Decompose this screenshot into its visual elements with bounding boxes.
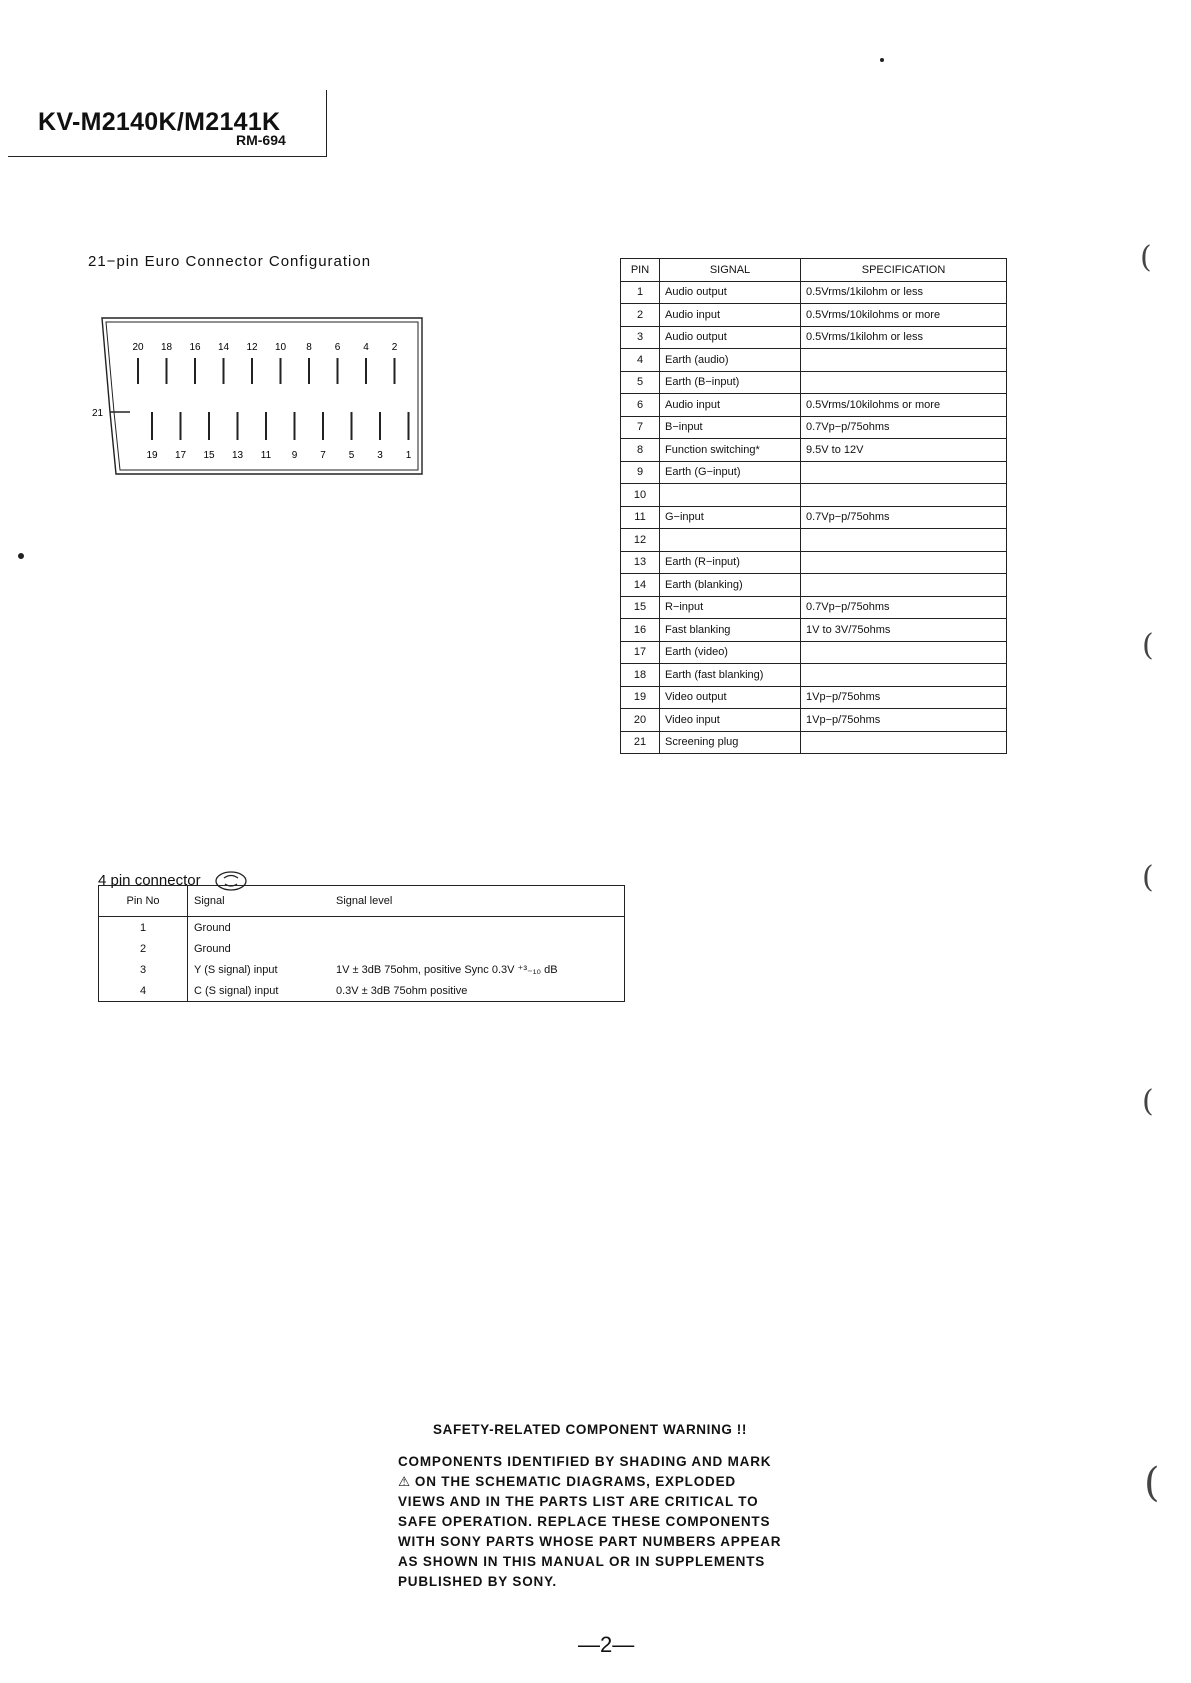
signal-level-cell <box>330 917 625 939</box>
top-pin-row <box>132 342 397 384</box>
pin-label-15: 15 <box>203 450 215 461</box>
spec-cell: 1V to 3V/75ohms <box>801 619 1007 642</box>
bottom-pin-row <box>146 412 411 461</box>
pin-cell: 12 <box>621 529 660 552</box>
pin-label-11: 11 <box>260 450 272 461</box>
spec-row <box>621 439 1007 462</box>
warning-line: SAFE OPERATION. REPLACE THESE COMPONENTS <box>398 1514 771 1529</box>
spec-row <box>621 641 1007 664</box>
four-pin-title-text: 4 pin connector <box>98 871 201 889</box>
pin-label-8: 8 <box>306 342 312 353</box>
spec-cell <box>801 731 1007 754</box>
pin-cell: 19 <box>621 686 660 709</box>
binder-mark: ( <box>1144 1460 1160 1506</box>
warning-line-text: ON THE SCHEMATIC DIAGRAMS, EXPLODED <box>414 1474 736 1489</box>
signal-cell: Audio input <box>660 304 801 327</box>
warning-title: SAFETY-RELATED COMPONENT WARNING !! <box>433 1422 747 1437</box>
spec-cell <box>801 349 1007 372</box>
warning-line: AS SHOWN IN THIS MANUAL OR IN SUPPLEMENTS <box>398 1554 766 1569</box>
spec-cell <box>801 574 1007 597</box>
pin-label-10: 10 <box>274 342 287 353</box>
signal-cell: Earth (G−input) <box>660 461 801 484</box>
signal-cell: Fast blanking <box>660 619 801 642</box>
spec-cell: 9.5V to 12V <box>801 439 1007 462</box>
signal-cell: Audio output <box>660 326 801 349</box>
four-pin-row <box>99 917 625 939</box>
pin-label-20: 20 <box>132 342 144 353</box>
pin-cell: 7 <box>621 416 660 439</box>
pin-label-3: 3 <box>377 450 383 461</box>
signal-header: SIGNAL <box>660 259 801 282</box>
spec-row <box>621 484 1007 507</box>
pin-no-cell: 3 <box>99 959 188 980</box>
binder-mark: ( <box>1142 860 1154 895</box>
pin-cell: 17 <box>621 641 660 664</box>
spec-cell: 0.5Vrms/1kilohm or less <box>801 281 1007 304</box>
pin-cell: 15 <box>621 596 660 619</box>
spec-cell <box>801 664 1007 687</box>
signal-cell: G−input <box>660 506 801 529</box>
pin-cell: 2 <box>621 304 660 327</box>
signal-cell <box>660 529 801 552</box>
model-number: KV-M2140K/M2141K <box>38 108 281 136</box>
four-pin-row <box>99 980 625 1002</box>
spec-row <box>621 709 1007 732</box>
pin-cell: 16 <box>621 619 660 642</box>
spec-row <box>621 686 1007 709</box>
warning-line: PUBLISHED BY SONY. <box>398 1574 557 1589</box>
signal-cell: R−input <box>660 596 801 619</box>
spec-row <box>621 394 1007 417</box>
pin-no-header: Pin No <box>99 886 188 917</box>
pin-label-14: 14 <box>217 342 230 353</box>
document-header <box>8 90 327 157</box>
pin-label-2: 2 <box>391 342 398 353</box>
pin-cell: 20 <box>621 709 660 732</box>
pin-label-13: 13 <box>231 450 244 461</box>
spec-row <box>621 326 1007 349</box>
pin-no-cell: 4 <box>99 980 188 1002</box>
pin-label-19: 19 <box>146 450 158 461</box>
binder-mark: ( <box>1142 628 1154 663</box>
spec-row <box>621 304 1007 327</box>
euro-pin-spec-table <box>620 258 1007 754</box>
spec-cell: 0.5Vrms/10kilohms or more <box>801 394 1007 417</box>
warning-line <box>398 1472 838 1492</box>
signal-level-cell: 0.3V ± 3dB 75ohm positive <box>336 984 468 997</box>
spec-row <box>621 371 1007 394</box>
spec-cell: 0.7Vp−p/75ohms <box>801 506 1007 529</box>
signal-cell: Earth (video) <box>660 641 801 664</box>
pin-label-4: 4 <box>363 342 369 353</box>
signal-cell: C (S signal) input <box>194 984 279 997</box>
pin-label-9: 9 <box>291 450 298 461</box>
pin-no-cell: 1 <box>99 917 188 939</box>
spec-cell: 1Vp−p/75ohms <box>801 709 1007 732</box>
four-pin-row <box>99 938 625 959</box>
warning-line: COMPONENTS IDENTIFIED BY SHADING AND MARK <box>398 1454 772 1469</box>
signal-level-cell <box>330 938 625 959</box>
pin-cell: 18 <box>621 664 660 687</box>
pin-cell: 21 <box>621 731 660 754</box>
spec-row <box>621 506 1007 529</box>
spec-cell: 0.7Vp−p/75ohms <box>801 416 1007 439</box>
pin-label-16: 16 <box>189 342 201 353</box>
spec-row <box>621 551 1007 574</box>
spec-header-row <box>621 259 1007 282</box>
pin-label-21: 21 <box>92 408 104 419</box>
spec-row <box>621 349 1007 372</box>
signal-header: Signal <box>188 886 331 917</box>
pin-label-12: 12 <box>246 342 258 353</box>
signal-cell: Ground <box>194 942 231 955</box>
spec-cell: 0.5Vrms/1kilohm or less <box>801 326 1007 349</box>
spec-row <box>621 619 1007 642</box>
spec-row <box>621 664 1007 687</box>
pin-cell: 8 <box>621 439 660 462</box>
chassis-number: RM-694 <box>236 132 286 148</box>
pin-cell: 14 <box>621 574 660 597</box>
signal-cell: Y (S signal) input <box>194 963 278 976</box>
signal-cell: Video output <box>660 686 801 709</box>
pin-cell: 4 <box>621 349 660 372</box>
four-pin-header-row <box>99 886 625 917</box>
spec-row <box>621 529 1007 552</box>
pin-cell: 3 <box>621 326 660 349</box>
page-number: —2— <box>578 1632 635 1657</box>
scan-speck <box>18 553 24 559</box>
four-pin-table <box>98 885 625 1002</box>
signal-level-cell: 1V ± 3dB 75ohm, positive Sync 0.3V ⁺³₋₁₀ dB <box>336 964 558 976</box>
euro-connector-title: 21−pin Euro Connector Configuration <box>88 253 372 270</box>
signal-cell: Audio input <box>660 394 801 417</box>
pin-cell: 6 <box>621 394 660 417</box>
pin-label-18: 18 <box>160 342 173 353</box>
binder-mark: ( <box>1142 1084 1154 1119</box>
pin-cell: 9 <box>621 461 660 484</box>
spec-cell <box>801 371 1007 394</box>
spec-cell <box>801 551 1007 574</box>
signal-cell: Video input <box>660 709 801 732</box>
pin-label-17: 17 <box>174 450 187 461</box>
signal-level-header: Signal level <box>330 886 625 917</box>
spec-cell: 1Vp−p/75ohms <box>801 686 1007 709</box>
four-pin-row <box>99 959 625 980</box>
warning-line: VIEWS AND IN THE PARTS LIST ARE CRITICAL TO <box>398 1494 759 1509</box>
pin-label-7: 7 <box>320 450 326 461</box>
warning-line: WITH SONY PARTS WHOSE PART NUMBERS APPEAR <box>398 1534 782 1549</box>
signal-cell <box>660 484 801 507</box>
specification-header: SPECIFICATION <box>801 259 1007 282</box>
pin-label-1: 1 <box>405 450 412 461</box>
spec-row <box>621 596 1007 619</box>
signal-cell: Screening plug <box>660 731 801 754</box>
signal-cell: B−input <box>660 416 801 439</box>
scan-speck <box>880 58 884 62</box>
spec-row <box>621 461 1007 484</box>
spec-cell <box>801 641 1007 664</box>
spec-row <box>621 574 1007 597</box>
pin-label-5: 5 <box>348 450 355 461</box>
pin-cell: 11 <box>621 506 660 529</box>
signal-cell: Earth (audio) <box>660 349 801 372</box>
spec-cell <box>801 484 1007 507</box>
pin-label-6: 6 <box>334 342 341 353</box>
spec-row <box>621 416 1007 439</box>
pin-no-cell: 2 <box>99 938 188 959</box>
spec-cell: 0.7Vp−p/75ohms <box>801 596 1007 619</box>
warning-body <box>398 1452 838 1592</box>
pin-header: PIN <box>621 259 660 282</box>
signal-cell: Earth (blanking) <box>660 574 801 597</box>
spec-cell: 0.5Vrms/10kilohms or more <box>801 304 1007 327</box>
signal-cell: Ground <box>194 921 231 934</box>
spec-cell <box>801 461 1007 484</box>
pin-cell: 1 <box>621 281 660 304</box>
signal-cell: Earth (B−input) <box>660 371 801 394</box>
warning-triangle-icon: ⚠ <box>398 1474 411 1490</box>
spec-row <box>621 281 1007 304</box>
signal-cell: Audio output <box>660 281 801 304</box>
spec-row <box>621 731 1007 754</box>
binder-mark: ( <box>1140 240 1152 275</box>
pin-cell: 5 <box>621 371 660 394</box>
signal-cell: Function switching* <box>660 439 801 462</box>
signal-cell: Earth (fast blanking) <box>660 664 801 687</box>
spec-cell <box>801 529 1007 552</box>
pin-cell: 10 <box>621 484 660 507</box>
pin-cell: 13 <box>621 551 660 574</box>
euro-connector-diagram <box>90 312 430 482</box>
signal-cell: Earth (R−input) <box>660 551 801 574</box>
